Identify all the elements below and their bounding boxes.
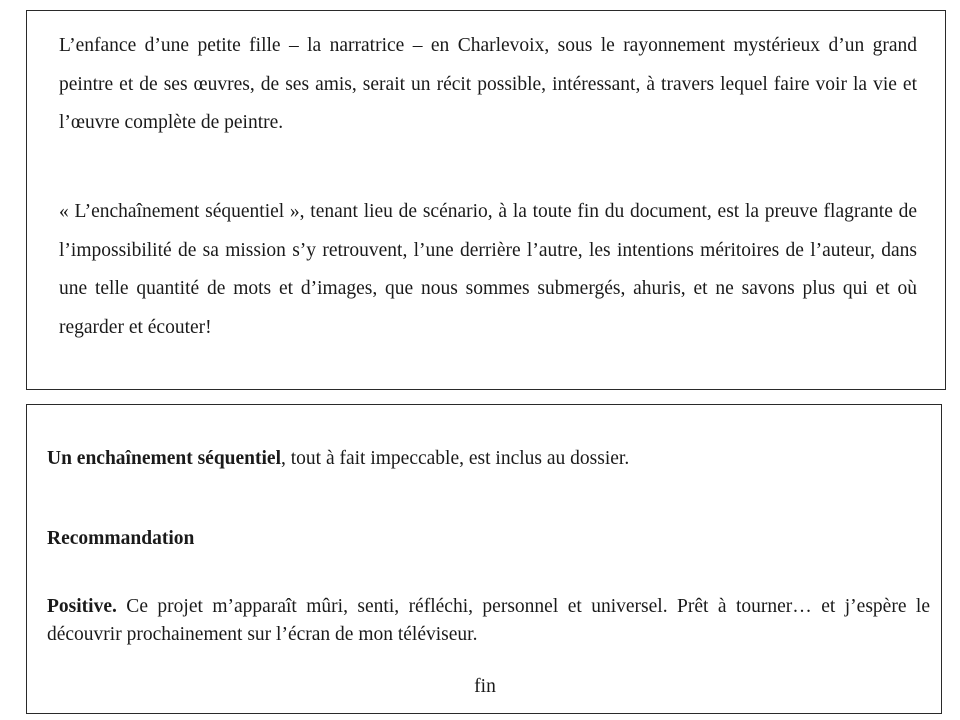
- end-marker: fin: [474, 676, 496, 697]
- recommendation-heading: Recommandation: [47, 528, 195, 549]
- top-text-frame: [26, 10, 946, 390]
- bold-lead-sequential: Un enchaînement séquentiel: [47, 448, 281, 469]
- paragraph-sequential-rest: , tout à fait impeccable, est inclus au dossier.: [281, 448, 630, 469]
- paragraph-recommendation: [47, 593, 930, 649]
- paragraph-sequential-included: [47, 445, 927, 473]
- bold-lead-positive: Positive.: [47, 596, 117, 617]
- paragraph-recommendation-rest: Ce projet m’apparaît mûri, senti, réfléchi, personnel et universel. Prêt à tourner… et j’espère le découvrir prochainement sur l’écran de mon téléviseur.: [47, 596, 930, 645]
- paragraph-childhood: L’enfance d’une petite fille – la narratrice – en Charlevoix, sous le rayonnement mystérieux d’un grand peintre et de ses œuvres, de ses amis, serait un récit possible, intéressant, à travers lequel faire voir la vie et l’œuvre complète de peintre.: [59, 35, 917, 133]
- paragraph-sequential-chain: « L’enchaînement séquentiel », tenant lieu de scénario, à la toute fin du document, est la preuve flagrante de l’impossibilité de sa mission s’y retrouvent, l’une derrière l’autre, les intentions méritoires de l’auteur, dans une telle quantité de mots et d’images, que nous sommes submergés, ahuris, et ne savons plus qui et où regarder et écouter!: [59, 201, 917, 338]
- bottom-text-frame: [26, 404, 942, 714]
